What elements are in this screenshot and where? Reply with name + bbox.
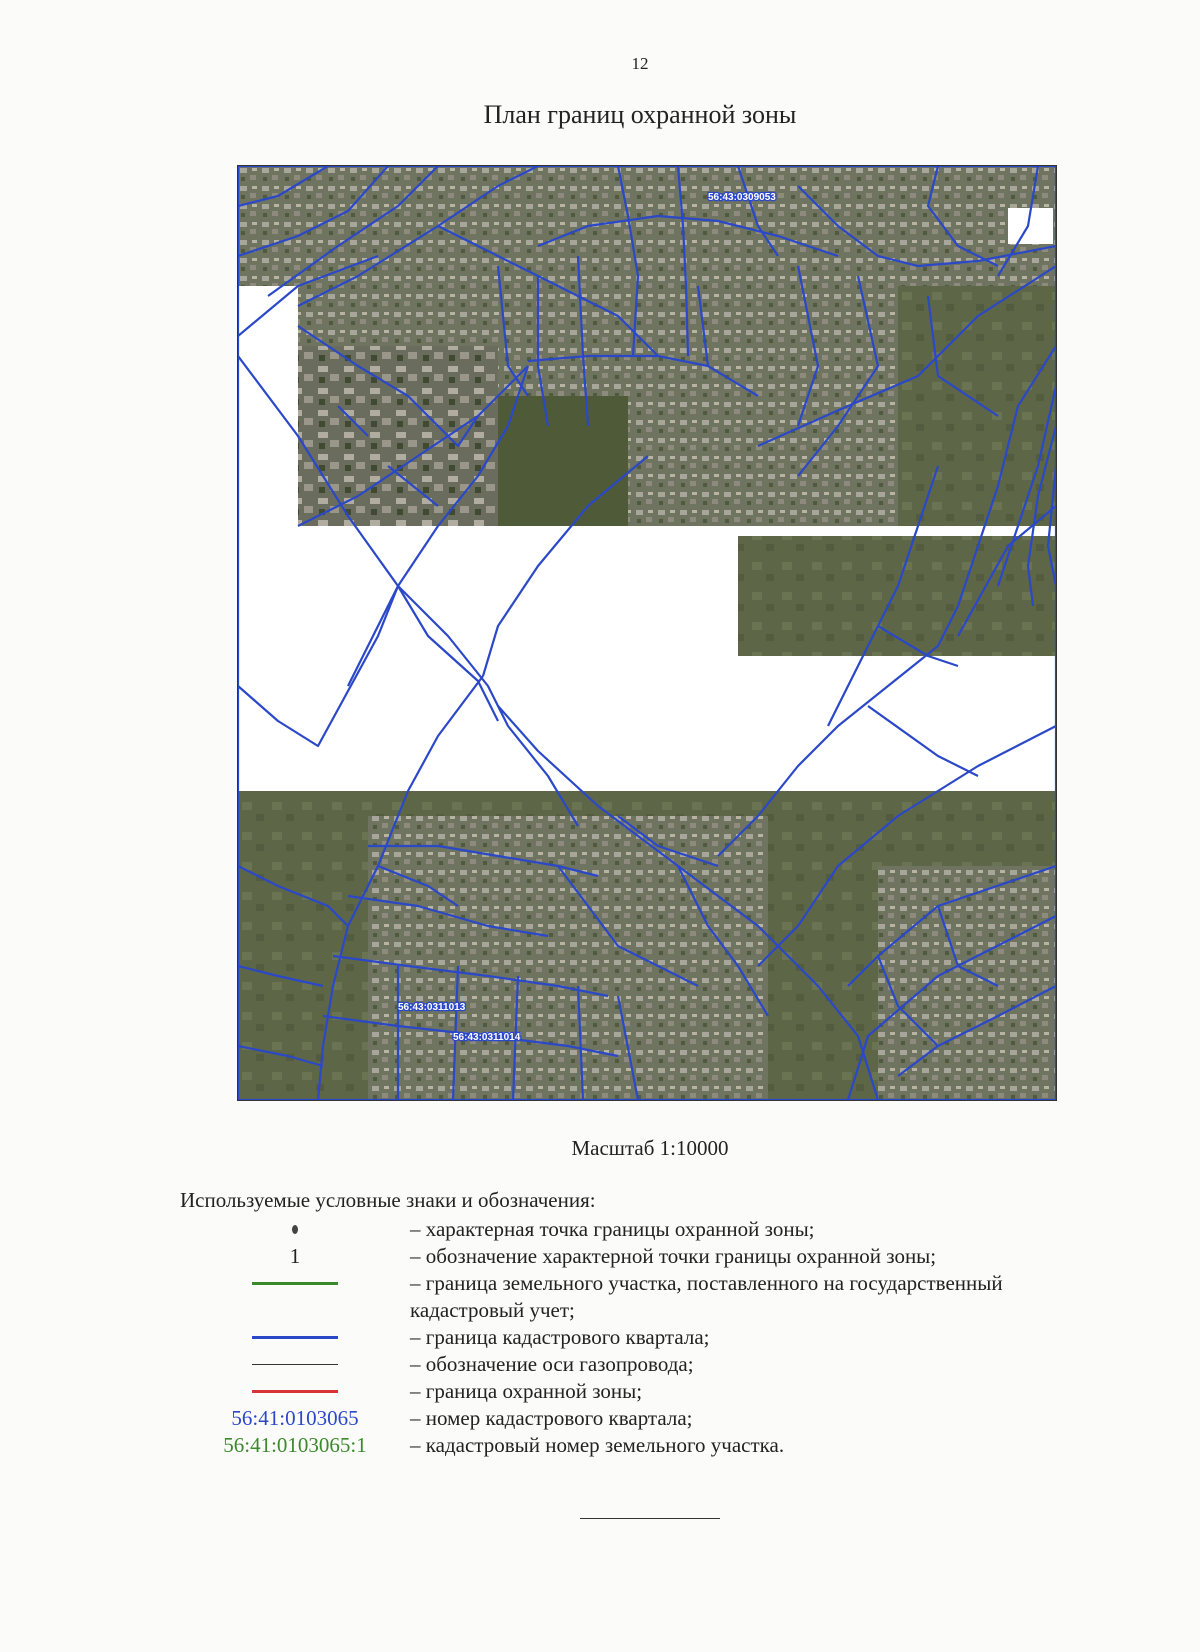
parcel-number-sample: 56:41:0103065:1: [223, 1433, 367, 1457]
legend-item-protection-zone: [180, 1378, 1120, 1405]
map-scale: Масштаб 1:10000: [571, 1136, 729, 1160]
page-number: 12: [631, 54, 649, 73]
quarter-label-0311013: 56:43:0311013: [398, 1002, 466, 1013]
legend-item-quarter-number: [180, 1405, 1120, 1432]
point-number-sample: 1: [289, 1244, 301, 1268]
footer-rule: [580, 1518, 720, 1519]
legend-item-gas-axis: [180, 1351, 1120, 1378]
legend-text: – номер кадастрового квартала;: [410, 1406, 693, 1430]
green-line-icon: [252, 1282, 338, 1285]
quarter-label-0311014: 56:43:0311014: [453, 1032, 521, 1043]
legend-symbol-green-line: [180, 1270, 410, 1297]
legend-text: – кадастровый номер земельного участка.: [410, 1433, 785, 1457]
legend: [180, 1216, 1120, 1459]
legend-item-point: [180, 1216, 1120, 1243]
blue-line-icon: [252, 1336, 338, 1339]
legend-text: – граница кадастрового квартала;: [410, 1325, 710, 1349]
legend-text: – граница земельного участка, поставленного на государственный кадастровый учет;: [410, 1271, 1003, 1322]
legend-text: – обозначение характерной точки границы охранной зоны;: [410, 1244, 937, 1268]
quarter-label-0309053: 56:43:0309053: [708, 192, 776, 203]
legend-symbol-blue-line: [180, 1324, 410, 1351]
black-line-icon: [252, 1364, 338, 1366]
legend-symbol-number: [180, 1243, 410, 1270]
legend-symbol-red-line: [180, 1378, 410, 1405]
legend-text: – граница охранной зоны;: [410, 1379, 643, 1403]
legend-symbol-quarter-number: [180, 1405, 410, 1432]
legend-symbol-point: [180, 1216, 410, 1243]
boundary-point-icon: [292, 1225, 298, 1234]
legend-item-parcel-boundary: [180, 1270, 1120, 1324]
quarter-number-sample: 56:41:0103065: [231, 1406, 359, 1430]
legend-title: Используемые условные знаки и обозначения:: [180, 1188, 596, 1212]
page-title: План границ охранной зоны: [483, 100, 797, 129]
legend-item-quarter-boundary: [180, 1324, 1120, 1351]
red-line-icon: [252, 1390, 338, 1393]
legend-item-point-label: [180, 1243, 1120, 1270]
legend-text: – характерная точка границы охранной зоны;: [410, 1217, 815, 1241]
cadastral-map: [237, 165, 1057, 1101]
legend-symbol-parcel-number: [180, 1432, 410, 1459]
legend-text: – обозначение оси газопровода;: [410, 1352, 694, 1376]
legend-symbol-black-line: [180, 1351, 410, 1378]
legend-item-parcel-number: [180, 1432, 1120, 1459]
